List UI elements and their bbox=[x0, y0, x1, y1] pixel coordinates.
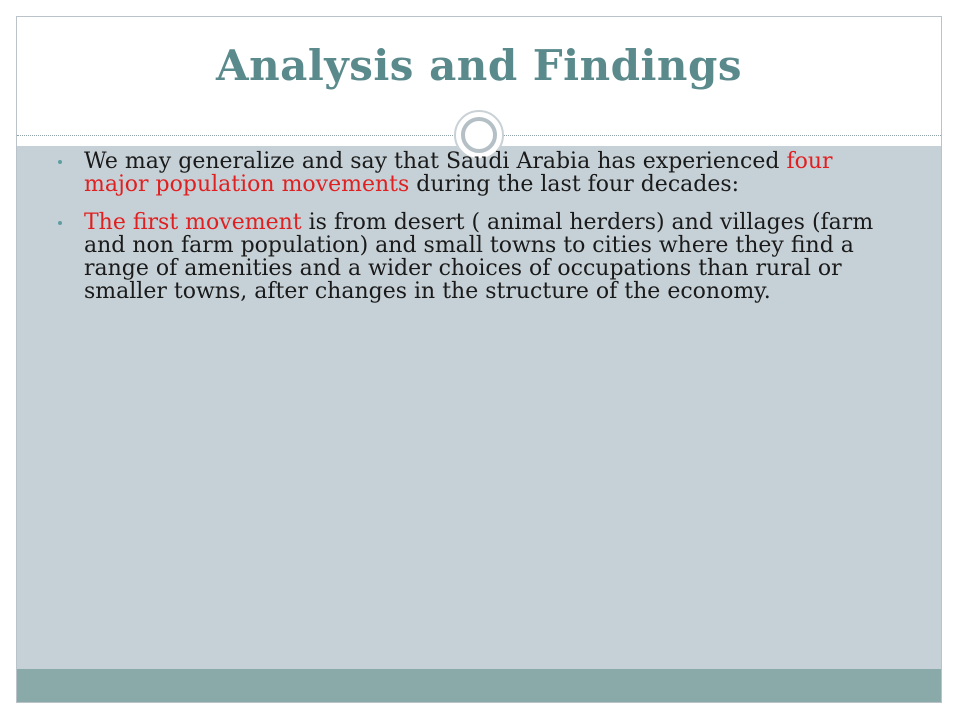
bullet-item bbox=[84, 150, 904, 196]
bullet-item bbox=[84, 211, 904, 303]
ornament-inner-ring bbox=[461, 117, 497, 153]
bullet-text: is from desert ( animal herders) and villages (farm and non farm population) and small towns to cities where they find a range of amenities and a wider choices of occupations than rural or smaller towns, after changes in the structure of the economy. bbox=[84, 210, 874, 304]
dot-bullet-icon bbox=[58, 221, 62, 225]
bullet-list bbox=[84, 150, 904, 318]
footer-band bbox=[17, 669, 941, 702]
bullet-highlight: The first movement bbox=[84, 210, 302, 235]
bullet-highlight: four major population movements bbox=[84, 149, 833, 197]
dot-bullet-icon bbox=[58, 160, 62, 164]
bullet-text: during the last four decades: bbox=[409, 172, 740, 197]
slide bbox=[16, 16, 942, 703]
bullet-text: We may generalize and say that Saudi Arabia has experienced bbox=[84, 149, 787, 174]
slide-title: Analysis and Findings bbox=[216, 41, 742, 90]
